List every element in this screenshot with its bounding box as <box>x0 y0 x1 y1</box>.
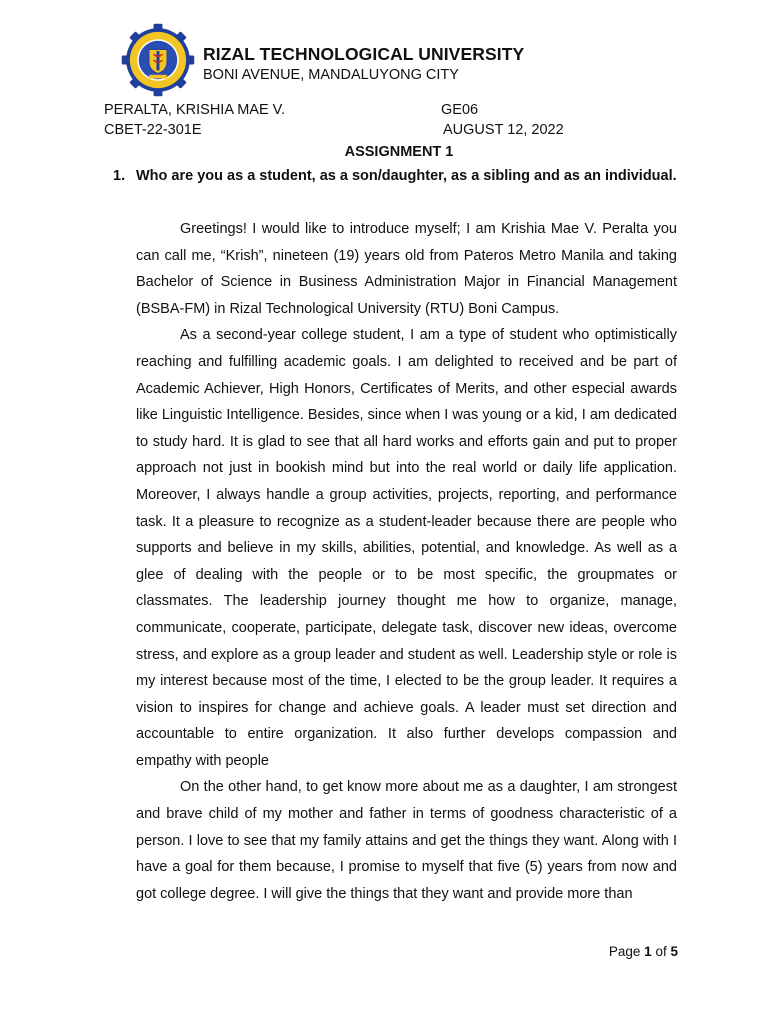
paragraph-introduction: Greetings! I would like to introduce myself; I am Krishia Mae V. Peralta you can call me, “Krish”, nineteen (19) years old from Pateros Metro Manila and taking Bachelor of Science in Business Administration Major in Financial Management (BSBA-FM) in Rizal Technological University (RTU) Boni Campus. <box>136 221 677 317</box>
university-address: BONI AVENUE, MANDALUYONG CITY <box>203 67 459 83</box>
assignment-date: AUGUST 12, 2022 <box>443 122 564 138</box>
paragraph-as-daughter: On the other hand, to get know more about me as a daughter, I am strongest and brave child of my mother and father in terms of goodness characteristic of a person. I love to see that my family attains and get the things they want. Along with I have a goal for them because, I promise to myself that five (5) years from now and got college degree. I will give the things that they want and provide more than <box>136 779 677 902</box>
university-logo <box>121 23 195 97</box>
page-of-label: of <box>655 944 667 959</box>
student-section: CBET-22-301E <box>104 122 202 138</box>
assignment-title: ASSIGNMENT 1 <box>344 144 454 160</box>
question-text: Who are you as a student, as a son/daughter, as a sibling and as an individual. <box>136 168 677 184</box>
paragraph-as-student: As a second-year college student, I am a type of student who optimistically reaching and fulfilling academic goals. I am delighted to received and be part of Academic Achiever, High Honors, Certificates of Merits, and other especial awards like Linguistic Intelligence. Besides, since when I was young or a kid, I am dedicated to study hard. It is glad to see that all hard works and efforts gain and put to proper approach not just in bookish mind but into the real world or daily life application. Moreover, I always handle a group activities, projects, reporting, and performance task. It a pleasure to recognize as a student-leader because there are people who supports and believe in my skills, abilities, potential, and knowledge. As well as a glee of dealing with the people or to be most specific, the groupmates or classmates. The leadership journey thought me how to organize, manage, communicate, cooperate, participate, delegate task, discover new ideas, overcome stress, and explore as a group leader and student as well. Leadership style or role is my interest because most of the time, I elected to be the group leader. It requires a vision to inspires for change and achieve goals. A leader must set direction and accountable to entire organization. It also further develops compassion and empathy with people <box>136 327 677 769</box>
page-total: 5 <box>670 944 678 959</box>
page-footer <box>609 944 678 959</box>
page-label: Page <box>608 944 641 959</box>
university-name: RIZAL TECHNOLOGICAL UNIVERSITY <box>203 44 525 64</box>
student-name: PERALTA, KRISHIA MAE V. <box>104 102 286 118</box>
subject-code: GE06 <box>441 102 479 118</box>
answer-body <box>136 216 677 907</box>
page-current: 1 <box>644 944 652 959</box>
question-number: 1. <box>113 168 126 184</box>
